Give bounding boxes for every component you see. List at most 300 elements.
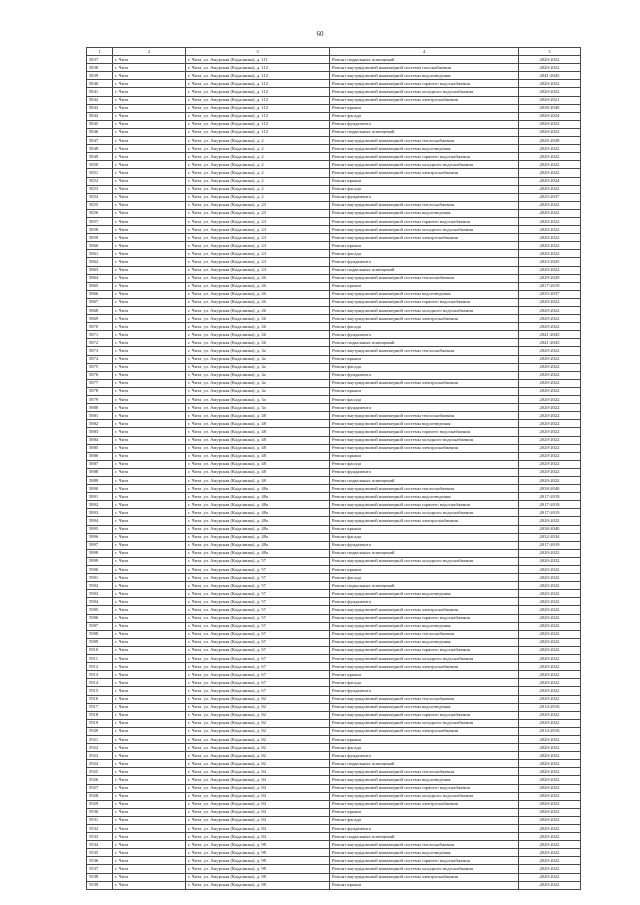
period-cell: 2020-2022 [519,881,581,889]
period-cell: 2020-2022 [519,128,581,136]
row-number-cell: 5853 [87,185,113,193]
period-cell: 2020-2022 [519,209,581,217]
row-number-cell: 5844 [87,112,113,120]
period-cell: 2026-2028 [519,137,581,145]
row-number-cell: 5888 [87,468,113,476]
address-cell: г. Чита, ул. Амурская (Кадалинка), д. 2 [186,169,330,177]
row-number-cell: 5905 [87,606,113,614]
work-type-cell: Ремонт внутридомовой инженерной системы холодного водоснабжения [330,719,519,727]
municipality-cell: г. Чита [113,120,186,128]
address-cell: г. Чита, ул. Амурская (Кадалинка), д. 82 [186,735,330,743]
row-number-cell: 5860 [87,242,113,250]
period-cell: 2035-2037 [519,193,581,201]
table-row [87,193,581,201]
work-type-cell: Ремонт подвальных помещений [330,760,519,768]
municipality-cell: г. Чита [113,493,186,501]
municipality-cell: г. Чита [113,687,186,695]
address-cell: г. Чита, ул. Амурская (Кадалинка), д. 48а [186,533,330,541]
row-number-cell: 5838 [87,64,113,72]
period-cell: 2020-2024 [519,177,581,185]
row-number-cell: 5866 [87,290,113,298]
address-cell: г. Чита, ул. Амурская (Кадалинка), д. 23 [186,209,330,217]
table-row [87,396,581,404]
work-type-cell: Ремонт крыши [330,881,519,889]
work-type-cell: Ремонт фасада [330,460,519,468]
row-number-cell: 5892 [87,501,113,509]
municipality-cell: г. Чита [113,169,186,177]
period-cell: 2020-2022 [519,574,581,582]
municipality-cell: г. Чита [113,404,186,412]
row-number-cell: 5889 [87,476,113,484]
table-row [87,112,581,120]
address-cell: г. Чита, ул. Амурская (Кадалинка), д. 23 [186,234,330,242]
municipality-cell: г. Чита [113,428,186,436]
municipality-cell: г. Чита [113,412,186,420]
work-type-cell: Ремонт внутридомовой инженерной системы электроснабжения [330,315,519,323]
work-type-cell: Ремонт внутридомовой инженерной системы холодного водоснабжения [330,307,519,315]
address-cell: г. Чита, ул. Амурская (Кадалинка), д. 48а [186,509,330,517]
address-cell: г. Чита, ул. Амурская (Кадалинка), д. 48 [186,428,330,436]
period-cell: 2020-2022 [519,792,581,800]
address-cell: г. Чита, ул. Амурская (Кадалинка), д. 112 [186,120,330,128]
table-row [87,663,581,671]
address-cell: г. Чита, ул. Амурская (Кадалинка), д. 84 [186,825,330,833]
municipality-cell: г. Чита [113,266,186,274]
municipality-cell: г. Чита [113,153,186,161]
table-row [87,711,581,719]
period-cell: 2020-2022 [519,744,581,752]
address-cell: г. Чита, ул. Амурская (Кадалинка), д. 3а [186,371,330,379]
work-type-cell: Ремонт внутридомовой инженерной системы водоотведения [330,776,519,784]
table-row [87,614,581,622]
row-number-cell: 5881 [87,412,113,420]
row-number-cell: 5874 [87,355,113,363]
address-cell: г. Чита, ул. Амурская (Кадалинка), д. 57 [186,582,330,590]
address-cell: г. Чита, ул. Амурская (Кадалинка), д. 112 [186,64,330,72]
table-row [87,96,581,104]
table-row [87,549,581,557]
address-cell: г. Чита, ул. Амурская (Кадалинка), д. 98 [186,849,330,857]
table-row [87,209,581,217]
table-row [87,80,581,88]
table-row [87,485,581,493]
municipality-cell: г. Чита [113,679,186,687]
municipality-cell: г. Чита [113,630,186,638]
address-cell: г. Чита, ул. Амурская (Кадалинка), д. 26 [186,274,330,282]
work-type-cell: Ремонт фасада [330,112,519,120]
municipality-cell: г. Чита [113,72,186,80]
address-cell: г. Чита, ул. Амурская (Кадалинка), д. 112 [186,88,330,96]
address-cell: г. Чита, ул. Амурская (Кадалинка), д. 48 [186,460,330,468]
address-cell: г. Чита, ул. Амурская (Кадалинка), д. 2 [186,185,330,193]
work-type-cell: Ремонт внутридомовой инженерной системы теплоснабжения [330,768,519,776]
work-type-cell: Ремонт внутридомовой инженерной системы электроснабжения [330,234,519,242]
period-cell: 2029-2029 [519,274,581,282]
address-cell: г. Чита, ул. Амурская (Кадалинка), д. 82 [186,703,330,711]
period-cell: 2020-2022 [519,614,581,622]
period-cell: 2020-2022 [519,217,581,225]
period-cell: 2020-2022 [519,776,581,784]
period-cell: 2020-2022 [519,833,581,841]
row-number-cell: 5926 [87,776,113,784]
period-cell: 2020-2022 [519,307,581,315]
work-type-cell: Ремонт внутридомовой инженерной системы теплоснабжения [330,485,519,493]
address-cell: г. Чита, ул. Амурская (Кадалинка), д. 48 [186,468,330,476]
address-cell: г. Чита, ул. Амурская (Кадалинка), д. 67 [186,638,330,646]
table-row [87,808,581,816]
address-cell: г. Чита, ул. Амурская (Кадалинка), д. 84 [186,784,330,792]
table-row [87,582,581,590]
address-cell: г. Чита, ул. Амурская (Кадалинка), д. 48а [186,541,330,549]
address-cell: г. Чита, ул. Амурская (Кадалинка), д. 82 [186,727,330,735]
table-row [87,501,581,509]
table-row [87,315,581,323]
table-row [87,776,581,784]
address-cell: г. Чита, ул. Амурская (Кадалинка), д. 2 [186,161,330,169]
address-cell: г. Чита, ул. Амурская (Кадалинка), д. 2 [186,145,330,153]
work-type-cell: Ремонт фасада [330,679,519,687]
address-cell: г. Чита, ул. Амурская (Кадалинка), д. 82 [186,760,330,768]
period-cell: 2032-2034 [519,533,581,541]
row-number-cell: 5923 [87,752,113,760]
period-cell: 2014-2016 [519,703,581,711]
address-cell: г. Чита, ул. Амурская (Кадалинка), д. 48а [186,525,330,533]
municipality-cell: г. Чита [113,873,186,881]
table-row [87,800,581,808]
period-cell: 2038-2040 [519,104,581,112]
table-row [87,217,581,225]
period-cell: 2020-2024 [519,112,581,120]
row-number-cell: 5839 [87,72,113,80]
address-cell: г. Чита, ул. Амурская (Кадалинка), д. 26 [186,331,330,339]
period-cell: 2020-2022 [519,865,581,873]
address-cell: г. Чита, ул. Амурская (Кадалинка), д. 48 [186,444,330,452]
table-row [87,881,581,889]
period-cell: 2020-2022 [519,201,581,209]
work-type-cell: Ремонт внутридомовой инженерной системы электроснабжения [330,379,519,387]
address-cell: г. Чита, ул. Амурская (Кадалинка), д. 26 [186,323,330,331]
table-row [87,784,581,792]
work-type-cell: Ремонт крыши [330,525,519,533]
period-cell: 2020-2022 [519,444,581,452]
period-cell: 2020-2022 [519,711,581,719]
table-row [87,752,581,760]
row-number-cell: 5894 [87,517,113,525]
row-number-cell: 5895 [87,525,113,533]
period-cell: 2020-2022 [519,549,581,557]
work-type-cell: Ремонт крыши [330,808,519,816]
work-type-cell: Ремонт внутридомовой инженерной системы газоснабжения [330,64,519,72]
municipality-cell: г. Чита [113,193,186,201]
address-cell: г. Чита, ул. Амурская (Кадалинка), д. 57 [186,622,330,630]
address-cell: г. Чита, ул. Амурская (Кадалинка), д. 84 [186,776,330,784]
work-type-cell: Ремонт внутридомовой инженерной системы теплоснабжения [330,841,519,849]
work-type-cell: Ремонт внутридомовой инженерной системы электроснабжения [330,517,519,525]
period-cell: 2020-2022 [519,857,581,865]
row-number-cell: 5848 [87,145,113,153]
address-cell: г. Чита, ул. Амурская (Кадалинка), д. 82 [186,752,330,760]
work-type-cell: Ремонт крыши [330,671,519,679]
table-row [87,242,581,250]
municipality-cell: г. Чита [113,452,186,460]
period-cell: 2020-2022 [519,412,581,420]
table-row [87,727,581,735]
municipality-cell: г. Чита [113,646,186,654]
municipality-cell: г. Чита [113,614,186,622]
row-number-cell: 5856 [87,209,113,217]
row-number-cell: 5886 [87,452,113,460]
work-type-cell: Ремонт внутридомовой инженерной системы электроснабжения [330,169,519,177]
period-cell: 2020-2022 [519,153,581,161]
address-cell: г. Чита, ул. Амурская (Кадалинка), д. 67 [186,687,330,695]
work-type-cell: Ремонт внутридомовой инженерной системы горячего водоснабжения [330,217,519,225]
municipality-cell: г. Чита [113,420,186,428]
address-cell: г. Чита, ул. Амурская (Кадалинка), д. 82 [186,711,330,719]
row-number-cell: 5850 [87,161,113,169]
table-row [87,476,581,484]
row-number-cell: 5919 [87,719,113,727]
table-row [87,64,581,72]
address-cell: г. Чита, ул. Амурская (Кадалинка), д. 98 [186,865,330,873]
address-cell: г. Чита, ул. Амурская (Кадалинка), д. 112 [186,112,330,120]
table-row [87,646,581,654]
work-type-cell: Ремонт внутридомовой инженерной системы горячего водоснабжения [330,711,519,719]
period-cell: 2020-2022 [519,323,581,331]
row-number-cell: 5893 [87,509,113,517]
municipality-cell: г. Чита [113,638,186,646]
municipality-cell: г. Чита [113,760,186,768]
row-number-cell: 5902 [87,582,113,590]
address-cell: г. Чита, ул. Амурская (Кадалинка), д. 48 [186,436,330,444]
row-number-cell: 5916 [87,695,113,703]
address-cell: г. Чита, ул. Амурская (Кадалинка), д. 48а [186,549,330,557]
table-row [87,274,581,282]
address-cell: г. Чита, ул. Амурская (Кадалинка), д. 3а [186,396,330,404]
table-row [87,841,581,849]
work-type-cell: Ремонт фасада [330,363,519,371]
work-type-cell: Ремонт крыши [330,355,519,363]
row-number-cell: 5917 [87,703,113,711]
address-cell: г. Чита, ул. Амурская (Кадалинка), д. 48 [186,412,330,420]
period-cell: 2020-2022 [519,56,581,64]
table-row [87,695,581,703]
table-row [87,428,581,436]
table-row [87,371,581,379]
work-type-cell: Ремонт внутридомовой инженерной системы теплоснабжения [330,695,519,703]
period-cell: 2020-2022 [519,396,581,404]
period-cell: 2020-2022 [519,88,581,96]
row-number-cell: 5934 [87,841,113,849]
row-number-cell: 5899 [87,557,113,565]
column-number-row [87,48,581,56]
table-row [87,655,581,663]
period-cell: 2020-2022 [519,752,581,760]
period-cell: 2020-2022 [519,663,581,671]
municipality-cell: г. Чита [113,719,186,727]
period-cell: 2020-2022 [519,825,581,833]
table-row [87,185,581,193]
table-row [87,541,581,549]
period-cell: 2017-2019 [519,493,581,501]
period-cell: 2020-2022 [519,687,581,695]
municipality-cell: г. Чита [113,282,186,290]
table-row [87,120,581,128]
table-row [87,266,581,274]
work-type-cell: Ремонт фундамента [330,468,519,476]
period-cell: 2020-2022 [519,298,581,306]
period-cell: 2035-2037 [519,290,581,298]
work-type-cell: Ремонт внутридомовой инженерной системы холодного водоснабжения [330,655,519,663]
address-cell: г. Чита, ул. Амурская (Кадалинка), д. 84 [186,808,330,816]
table-row [87,104,581,112]
municipality-cell: г. Чита [113,784,186,792]
table-row [87,760,581,768]
table-row [87,355,581,363]
work-type-cell: Ремонт фундамента [330,193,519,201]
municipality-cell: г. Чита [113,517,186,525]
period-cell: 2020-2022 [519,250,581,258]
period-cell: 2023-2025 [519,258,581,266]
row-number-cell: 5879 [87,396,113,404]
table-row [87,56,581,64]
row-number-cell: 5920 [87,727,113,735]
page-number: 60 [316,30,324,38]
municipality-cell: г. Чита [113,444,186,452]
municipality-cell: г. Чита [113,88,186,96]
row-number-cell: 5900 [87,566,113,574]
row-number-cell: 5938 [87,873,113,881]
address-cell: г. Чита, ул. Амурская (Кадалинка), д. 48а [186,493,330,501]
period-cell: 2020-2022 [519,622,581,630]
period-cell: 2020-2022 [519,379,581,387]
work-type-cell: Ремонт крыши [330,104,519,112]
municipality-cell: г. Чита [113,533,186,541]
period-cell: 2020-2022 [519,735,581,743]
table-row [87,865,581,873]
work-type-cell: Ремонт внутридомовой инженерной системы электроснабжения [330,444,519,452]
address-cell: г. Чита, ул. Амурская (Кадалинка), д. 26 [186,315,330,323]
address-cell: г. Чита, ул. Амурская (Кадалинка), д. 57 [186,557,330,565]
municipality-cell: г. Чита [113,209,186,217]
work-type-cell: Ремонт внутридомовой инженерной системы холодного водоснабжения [330,88,519,96]
row-number-cell: 5867 [87,298,113,306]
work-type-cell: Ремонт внутридомовой инженерной системы водоотведения [330,209,519,217]
municipality-cell: г. Чита [113,881,186,889]
row-number-cell: 5918 [87,711,113,719]
table-row [87,226,581,234]
table-row [87,282,581,290]
work-type-cell: Ремонт внутридомовой инженерной системы водоотведения [330,420,519,428]
table-row [87,606,581,614]
work-type-cell: Ремонт фундамента [330,687,519,695]
period-cell: 2020-2022 [519,517,581,525]
table-row [87,703,581,711]
work-type-cell: Ремонт фундамента [330,120,519,128]
table-row [87,412,581,420]
row-number-cell: 5903 [87,590,113,598]
period-cell: 2020-2022 [519,476,581,484]
municipality-cell: г. Чита [113,485,186,493]
work-type-cell: Ремонт внутридомовой инженерной системы электроснабжения [330,873,519,881]
column-header: 1 [87,48,113,56]
table-row [87,153,581,161]
municipality-cell: г. Чита [113,468,186,476]
work-type-cell: Ремонт фасада [330,323,519,331]
period-cell: 2020-2022 [519,679,581,687]
period-cell: 2020-2022 [519,768,581,776]
table-row [87,331,581,339]
municipality-cell: г. Чита [113,865,186,873]
municipality-cell: г. Чита [113,396,186,404]
address-cell: г. Чита, ул. Амурская (Кадалинка), д. 82 [186,744,330,752]
period-cell: 2017-2019 [519,501,581,509]
municipality-cell: г. Чита [113,250,186,258]
table-row [87,177,581,185]
period-cell: 2020-2022 [519,404,581,412]
row-number-cell: 5915 [87,687,113,695]
municipality-cell: г. Чита [113,541,186,549]
address-cell: г. Чита, ул. Амурская (Кадалинка), д. 67 [186,655,330,663]
municipality-cell: г. Чита [113,315,186,323]
work-type-cell: Ремонт внутридомовой инженерной системы водоотведения [330,703,519,711]
work-type-cell: Ремонт внутридомовой инженерной системы теплоснабжения [330,412,519,420]
address-cell: г. Чита, ул. Амурская (Кадалинка), д. 84 [186,800,330,808]
municipality-cell: г. Чита [113,655,186,663]
municipality-cell: г. Чита [113,347,186,355]
period-cell: 2020-2022 [519,606,581,614]
municipality-cell: г. Чита [113,808,186,816]
row-number-cell: 5898 [87,549,113,557]
address-cell: г. Чита, ул. Амурская (Кадалинка), д. 26 [186,290,330,298]
address-cell: г. Чита, ул. Амурская (Кадалинка), д. 48 [186,420,330,428]
period-cell: 2020-2022 [519,145,581,153]
row-number-cell: 5837 [87,56,113,64]
municipality-cell: г. Чита [113,703,186,711]
municipality-cell: г. Чита [113,735,186,743]
work-type-cell: Ремонт фундамента [330,541,519,549]
period-cell: 2020-2022 [519,226,581,234]
table-row [87,744,581,752]
work-type-cell: Ремонт фундамента [330,598,519,606]
row-number-cell: 5843 [87,104,113,112]
address-cell: г. Чита, ул. Амурская (Кадалинка), д. 98 [186,857,330,865]
municipality-cell: г. Чита [113,816,186,824]
address-cell: г. Чита, ул. Амурская (Кадалинка), д. 2 [186,177,330,185]
row-number-cell: 5935 [87,849,113,857]
table-row [87,452,581,460]
work-type-cell: Ремонт внутридомовой инженерной системы водоотведения [330,638,519,646]
municipality-cell: г. Чита [113,307,186,315]
row-number-cell: 5878 [87,387,113,395]
period-cell: 2020-2022 [519,185,581,193]
row-number-cell: 5872 [87,339,113,347]
municipality-cell: г. Чита [113,242,186,250]
period-cell: 2020-2022 [519,242,581,250]
period-cell: 2020-2022 [519,873,581,881]
table-row [87,509,581,517]
row-number-cell: 5907 [87,622,113,630]
work-type-cell: Ремонт внутридомовой инженерной системы электроснабжения [330,800,519,808]
period-cell: 2020-2022 [519,760,581,768]
work-type-cell: Ремонт внутридомовой инженерной системы горячего водоснабжения [330,857,519,865]
table-row [87,638,581,646]
address-cell: г. Чита, ул. Амурская (Кадалинка), д. 112 [186,96,330,104]
address-cell: г. Чита, ул. Амурская (Кадалинка), д. 67 [186,671,330,679]
row-number-cell: 5922 [87,744,113,752]
work-type-cell: Ремонт крыши [330,735,519,743]
address-cell: г. Чита, ул. Амурская (Кадалинка), д. 2 [186,193,330,201]
address-cell: г. Чита, ул. Амурская (Кадалинка), д. 67 [186,679,330,687]
